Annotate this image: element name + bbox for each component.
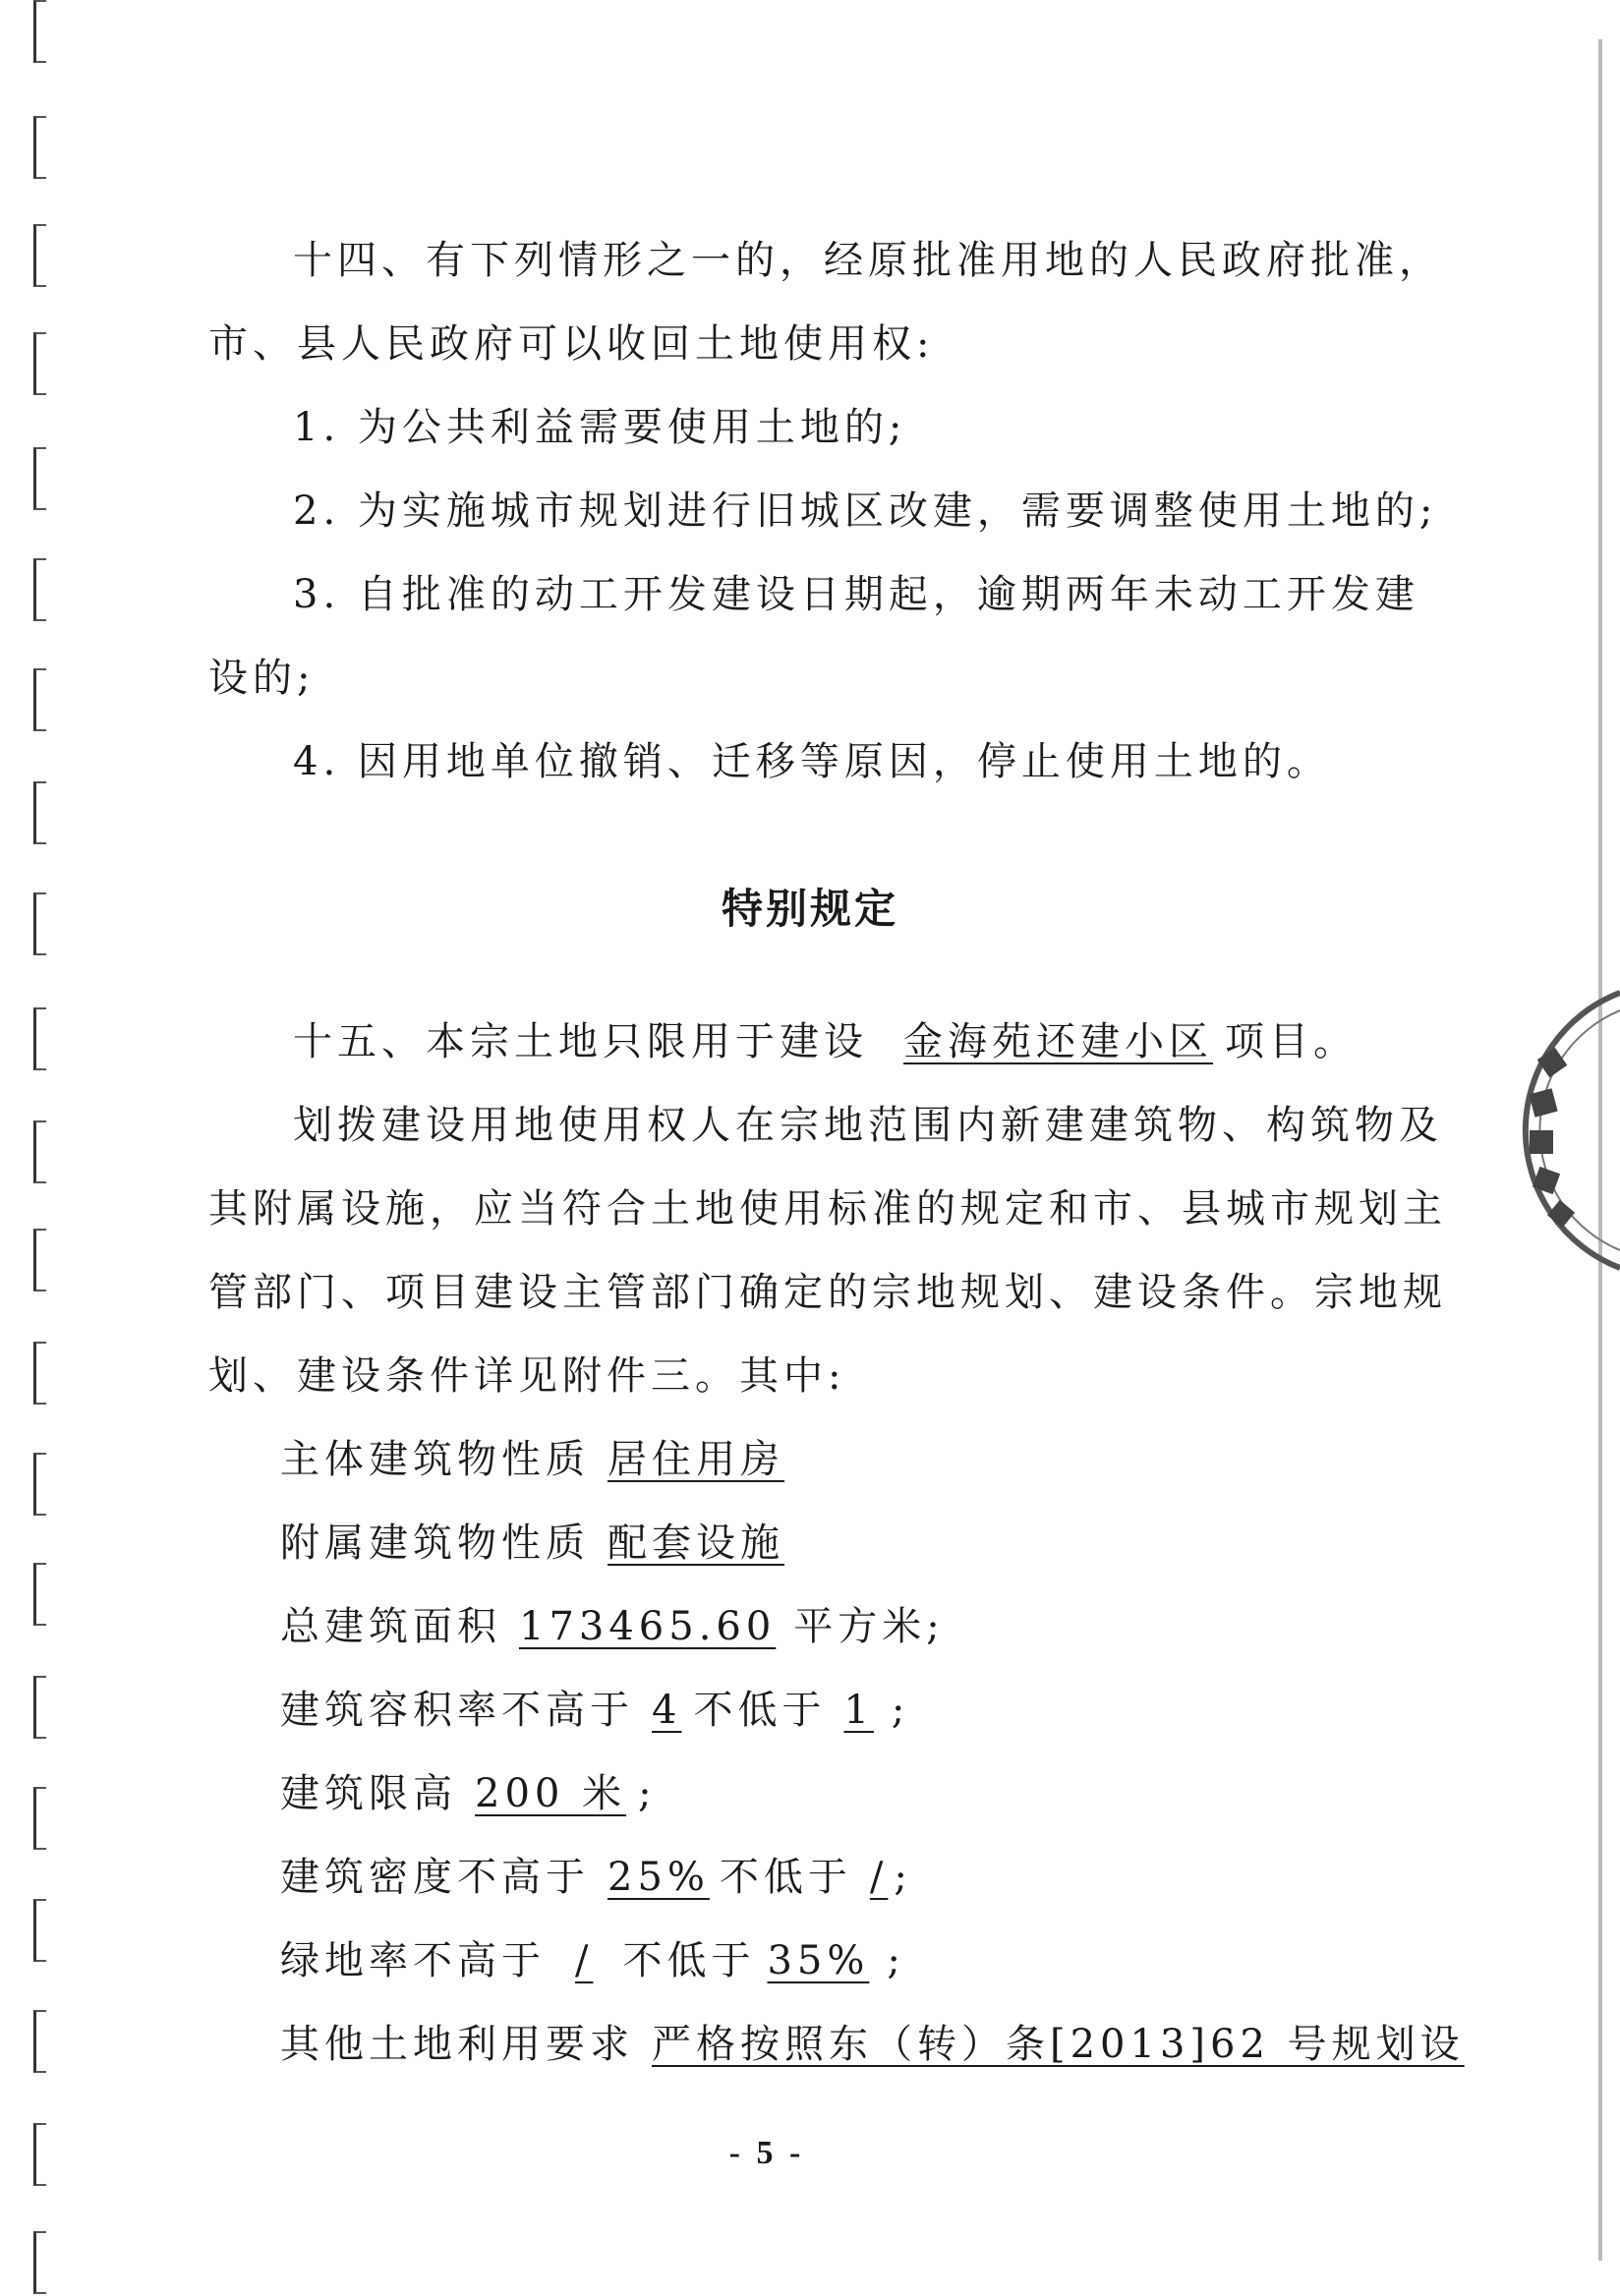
- total-floor-area-field: [501, 1604, 793, 1649]
- list-item-4: 4. 因用地单位撤销、迁移等原因，停止使用土地的。: [293, 739, 1331, 784]
- project-name: [868, 1019, 1225, 1064]
- far-max-value: 4: [652, 1688, 682, 1733]
- binding-hole-mark: [33, 1007, 46, 1070]
- far-min-field: [826, 1688, 891, 1733]
- binding-hole-mark: [33, 1899, 46, 1962]
- aux-building-value-field: [590, 1521, 802, 1566]
- total-floor-area: [280, 1597, 945, 1656]
- other-requirements: [280, 2015, 1465, 2074]
- aux-building-value: 配套设施: [608, 1521, 784, 1566]
- other-requirements-value: 严格按照东（转）条[2013]62 号规划设: [652, 2022, 1465, 2067]
- binding-margin: [0, 0, 79, 2296]
- binding-hole-mark: [33, 1120, 46, 1183]
- total-floor-area-value: 173465.60: [519, 1604, 777, 1649]
- density-max-field: [590, 1855, 720, 1900]
- far-end: ;: [891, 1688, 910, 1733]
- paragraph-15-suffix: 项目。: [1225, 1019, 1358, 1064]
- binding-hole-mark: [33, 2231, 46, 2294]
- binding-hole-mark: [33, 2010, 46, 2073]
- density-min-field: [852, 1855, 894, 1900]
- list-item-3-continued: 设的;: [208, 656, 316, 701]
- binding-hole-mark: [33, 668, 46, 731]
- main-building-value-field: [590, 1437, 802, 1482]
- green-min-field: [755, 1938, 887, 1983]
- floor-area-ratio: [280, 1681, 909, 1740]
- height-limit: [280, 1764, 657, 1823]
- binding-hole-mark: [33, 1229, 46, 1292]
- main-building-label: 主体建筑物性质: [280, 1437, 590, 1482]
- page-number: - 5 -: [728, 2135, 805, 2171]
- far-min-value: 1: [843, 1688, 874, 1733]
- density-min-value: /: [869, 1855, 889, 1900]
- official-seal-icon: [1502, 983, 1620, 1278]
- green-mid-label: 不低于: [622, 1938, 756, 1983]
- binding-hole-mark: [33, 1563, 46, 1626]
- list-item-3: 3. 自批准的动工开发建设日期起，逾期两年未动工开发建: [293, 572, 1419, 617]
- binding-hole-mark: [33, 1342, 46, 1405]
- far-label: 建筑容积率不高于: [280, 1688, 634, 1733]
- paragraph-15: [293, 1012, 1358, 1071]
- builder-line-4: 划、建设条件详见附件三。其中:: [208, 1353, 846, 1399]
- list-item-1: 1. 为公共利益需要使用土地的;: [293, 405, 907, 450]
- height-limit-label: 建筑限高: [280, 1771, 457, 1816]
- binding-hole-mark: [33, 224, 46, 287]
- green-min-value: 35%: [767, 1938, 870, 1983]
- binding-hole-mark: [33, 781, 46, 844]
- height-limit-field: [457, 1771, 638, 1816]
- builder-line-2: 其附属设施，应当符合土地使用标准的规定和市、县城市规划主: [208, 1186, 1447, 1232]
- project-name-value: 金海苑还建小区: [903, 1019, 1213, 1064]
- binding-hole-mark: [33, 1453, 46, 1516]
- green-ratio: [280, 1931, 905, 1990]
- paragraph-15-prefix: 十五、本宗土地只限用于建设: [293, 1019, 868, 1064]
- density-mid-label: 不低于: [719, 1855, 852, 1900]
- building-density: [280, 1848, 912, 1907]
- far-mid-label: 不低于: [693, 1688, 827, 1733]
- density-max-value: 25%: [608, 1855, 710, 1900]
- height-limit-end: ;: [638, 1771, 657, 1816]
- aux-building-label: 附属建筑物性质: [280, 1521, 590, 1566]
- builder-line-1: 划拨建设用地使用权人在宗地范围内新建建筑物、构筑物及: [293, 1103, 1443, 1148]
- height-limit-value: 200 米: [475, 1771, 627, 1816]
- binding-hole-mark: [33, 0, 46, 63]
- binding-hole-mark: [33, 116, 46, 179]
- aux-building-nature: [280, 1514, 802, 1573]
- main-building-value: 居住用房: [608, 1437, 784, 1482]
- green-max-field: [546, 1938, 622, 1983]
- paragraph-14-line-2: 市、县人民政府可以收回土地使用权:: [208, 321, 935, 367]
- density-end: ;: [894, 1855, 912, 1900]
- far-max-field: [634, 1688, 693, 1733]
- main-building-nature: [280, 1430, 802, 1489]
- green-end: ;: [887, 1938, 905, 1983]
- density-label: 建筑密度不高于: [280, 1855, 590, 1900]
- binding-hole-mark: [33, 447, 46, 510]
- section-title: 特别规定: [721, 885, 898, 933]
- green-label: 绿地率不高于: [280, 1938, 546, 1983]
- binding-hole-mark: [33, 1787, 46, 1850]
- binding-hole-mark: [33, 332, 46, 395]
- other-requirements-field: [634, 2022, 1465, 2067]
- binding-hole-mark: [33, 558, 46, 621]
- list-item-2: 2. 为实施城市规划进行旧城区改建，需要调整使用土地的;: [293, 488, 1438, 534]
- total-floor-area-label: 总建筑面积: [280, 1604, 501, 1649]
- green-max-value: /: [575, 1938, 594, 1983]
- builder-line-3: 管部门、项目建设主管部门确定的宗地规划、建设条件。宗地规: [208, 1270, 1447, 1315]
- binding-hole-mark: [33, 1676, 46, 1739]
- total-floor-area-unit: 平方米;: [793, 1604, 945, 1649]
- other-requirements-label: 其他土地利用要求: [280, 2022, 634, 2067]
- paragraph-14-line-1: 十四、有下列情形之一的，经原批准用地的人民政府批准，: [293, 238, 1443, 283]
